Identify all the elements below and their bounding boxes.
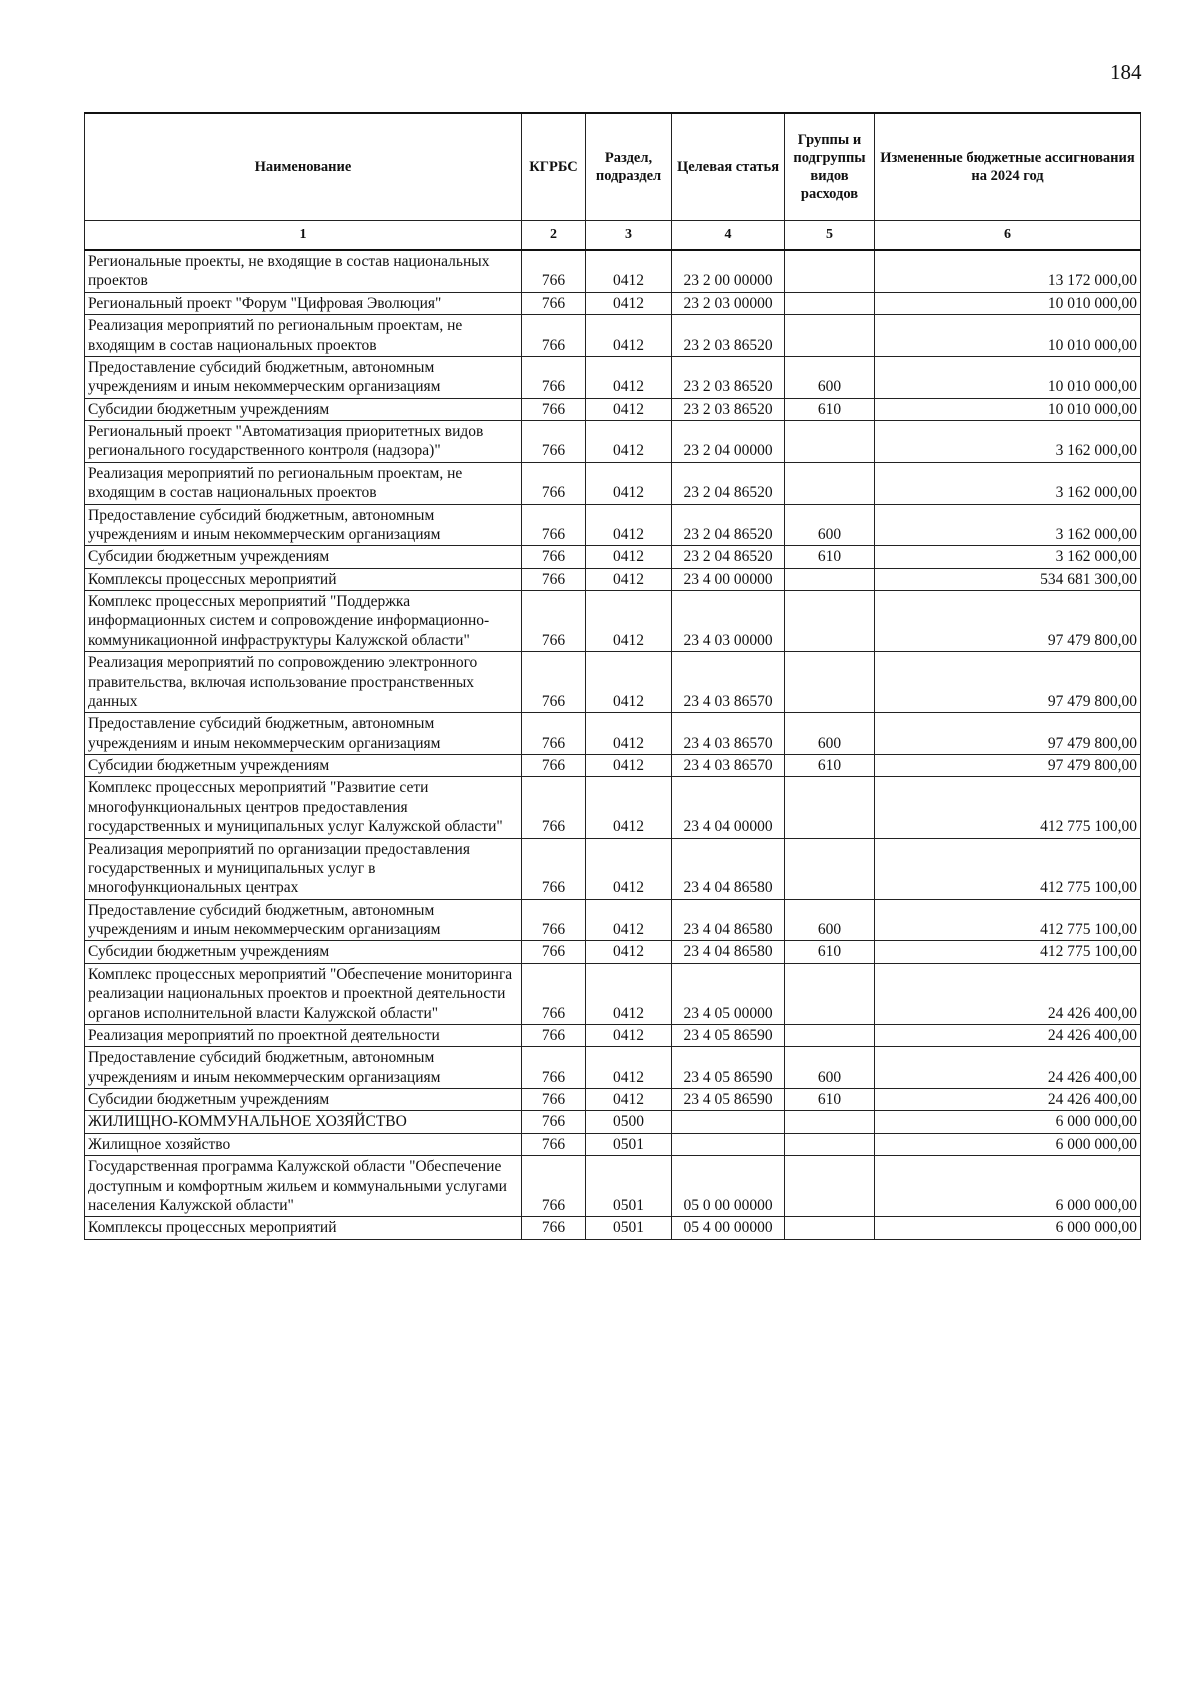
row-group: 610 — [785, 398, 875, 420]
row-section: 0501 — [586, 1133, 672, 1155]
table-row — [85, 1047, 1141, 1089]
row-target: 23 4 04 86580 — [672, 838, 785, 899]
row-target: 23 4 04 00000 — [672, 777, 785, 838]
row-group — [785, 777, 875, 838]
row-target: 23 2 04 00000 — [672, 421, 785, 463]
row-amount: 3 162 000,00 — [875, 504, 1141, 546]
row-target: 23 2 03 86520 — [672, 315, 785, 357]
row-group — [785, 1156, 875, 1217]
row-section: 0501 — [586, 1217, 672, 1239]
column-number: 6 — [875, 221, 1141, 251]
row-target — [672, 1111, 785, 1133]
row-target: 23 4 03 00000 — [672, 591, 785, 652]
row-section: 0412 — [586, 838, 672, 899]
row-group — [785, 250, 875, 292]
column-number-row — [85, 221, 1141, 251]
row-group: 600 — [785, 504, 875, 546]
header-kgrbs: КГРБС — [522, 113, 586, 221]
row-kgrbs: 766 — [522, 250, 586, 292]
header-target: Целевая статья — [672, 113, 785, 221]
row-group — [785, 421, 875, 463]
table-row — [85, 421, 1141, 463]
row-amount: 6 000 000,00 — [875, 1111, 1141, 1133]
row-name: Региональный проект "Форум "Цифровая Эволюция" — [85, 292, 522, 314]
row-target: 23 2 04 86520 — [672, 504, 785, 546]
row-kgrbs: 766 — [522, 755, 586, 777]
row-section: 0412 — [586, 941, 672, 963]
row-group — [785, 1217, 875, 1239]
row-section: 0412 — [586, 292, 672, 314]
row-amount: 24 426 400,00 — [875, 1047, 1141, 1089]
column-number: 4 — [672, 221, 785, 251]
row-target: 23 4 03 86570 — [672, 652, 785, 713]
row-name: Субсидии бюджетным учреждениям — [85, 398, 522, 420]
row-section: 0412 — [586, 315, 672, 357]
row-group: 610 — [785, 546, 875, 568]
row-group — [785, 462, 875, 504]
budget-table — [84, 112, 1141, 1240]
row-section: 0412 — [586, 713, 672, 755]
row-name: Субсидии бюджетным учреждениям — [85, 1089, 522, 1111]
row-group — [785, 838, 875, 899]
row-section: 0412 — [586, 899, 672, 941]
row-group: 610 — [785, 941, 875, 963]
row-target: 23 4 03 86570 — [672, 713, 785, 755]
table-row — [85, 1217, 1141, 1239]
row-kgrbs: 766 — [522, 398, 586, 420]
row-name: Реализация мероприятий по региональным проектам, не входящим в состав национальных проектов — [85, 462, 522, 504]
row-amount: 24 426 400,00 — [875, 963, 1141, 1024]
row-amount: 97 479 800,00 — [875, 591, 1141, 652]
row-kgrbs: 766 — [522, 568, 586, 590]
row-name: Комплексы процессных мероприятий — [85, 568, 522, 590]
row-group — [785, 1133, 875, 1155]
row-kgrbs: 766 — [522, 777, 586, 838]
row-section: 0412 — [586, 777, 672, 838]
table-row — [85, 1024, 1141, 1046]
row-amount: 412 775 100,00 — [875, 941, 1141, 963]
row-group: 600 — [785, 356, 875, 398]
table-row — [85, 292, 1141, 314]
table-row — [85, 398, 1141, 420]
row-kgrbs: 766 — [522, 421, 586, 463]
table-row — [85, 755, 1141, 777]
header-row — [85, 113, 1141, 221]
row-name: Региональные проекты, не входящие в состав национальных проектов — [85, 250, 522, 292]
row-amount: 10 010 000,00 — [875, 398, 1141, 420]
row-section: 0412 — [586, 652, 672, 713]
row-amount: 3 162 000,00 — [875, 462, 1141, 504]
row-kgrbs: 766 — [522, 838, 586, 899]
row-kgrbs: 766 — [522, 963, 586, 1024]
row-name: Реализация мероприятий по региональным проектам, не входящим в состав национальных проектов — [85, 315, 522, 357]
header-name: Наименование — [85, 113, 522, 221]
row-section: 0501 — [586, 1156, 672, 1217]
row-kgrbs: 766 — [522, 1089, 586, 1111]
row-group: 600 — [785, 1047, 875, 1089]
row-target: 23 2 03 00000 — [672, 292, 785, 314]
row-section: 0412 — [586, 398, 672, 420]
row-section: 0412 — [586, 755, 672, 777]
table-row — [85, 899, 1141, 941]
row-amount: 97 479 800,00 — [875, 713, 1141, 755]
row-target: 23 4 04 86580 — [672, 899, 785, 941]
row-name: Государственная программа Калужской области "Обеспечение доступным и комфортным жильем и коммунальными услугами населения Калужской области" — [85, 1156, 522, 1217]
row-amount: 10 010 000,00 — [875, 292, 1141, 314]
row-amount: 97 479 800,00 — [875, 652, 1141, 713]
row-amount: 24 426 400,00 — [875, 1089, 1141, 1111]
table-row — [85, 546, 1141, 568]
table-row — [85, 1111, 1141, 1133]
row-target: 23 2 00 00000 — [672, 250, 785, 292]
row-section: 0412 — [586, 591, 672, 652]
row-section: 0412 — [586, 1047, 672, 1089]
table-row — [85, 838, 1141, 899]
row-kgrbs: 766 — [522, 1024, 586, 1046]
row-name: Комплекс процессных мероприятий "Обеспечение мониторинга реализации национальных проектов и проектной деятельности органов исполнительной власти Калужской области" — [85, 963, 522, 1024]
row-kgrbs: 766 — [522, 652, 586, 713]
table-row — [85, 504, 1141, 546]
row-group — [785, 963, 875, 1024]
row-target: 23 4 03 86570 — [672, 755, 785, 777]
table-row — [85, 1156, 1141, 1217]
page-number: 184 — [1110, 60, 1142, 84]
row-group — [785, 1024, 875, 1046]
row-kgrbs: 766 — [522, 1156, 586, 1217]
row-kgrbs: 766 — [522, 292, 586, 314]
row-section: 0412 — [586, 504, 672, 546]
row-name: Субсидии бюджетным учреждениям — [85, 941, 522, 963]
table-row — [85, 1133, 1141, 1155]
row-amount: 3 162 000,00 — [875, 421, 1141, 463]
row-amount: 6 000 000,00 — [875, 1133, 1141, 1155]
row-name: Комплекс процессных мероприятий "Развитие сети многофункциональных центров предоставления государственных и муниципальных услуг Калужской области" — [85, 777, 522, 838]
table-row — [85, 315, 1141, 357]
row-section: 0412 — [586, 1024, 672, 1046]
row-amount: 10 010 000,00 — [875, 356, 1141, 398]
row-group — [785, 591, 875, 652]
row-name: Предоставление субсидий бюджетным, автономным учреждениям и иным некоммерческим организациям — [85, 504, 522, 546]
row-target: 23 4 05 00000 — [672, 963, 785, 1024]
table-body — [85, 250, 1141, 1239]
row-target: 05 0 00 00000 — [672, 1156, 785, 1217]
row-target: 23 4 00 00000 — [672, 568, 785, 590]
row-target: 23 2 04 86520 — [672, 546, 785, 568]
column-number: 3 — [586, 221, 672, 251]
row-name: Субсидии бюджетным учреждениям — [85, 755, 522, 777]
row-name: Региональный проект "Автоматизация приоритетных видов регионального государственного контроля (надзора)" — [85, 421, 522, 463]
row-target: 23 4 05 86590 — [672, 1047, 785, 1089]
row-name: Реализация мероприятий по проектной деятельности — [85, 1024, 522, 1046]
column-number: 1 — [85, 221, 522, 251]
row-amount: 13 172 000,00 — [875, 250, 1141, 292]
row-kgrbs: 766 — [522, 504, 586, 546]
row-name: Предоставление субсидий бюджетным, автономным учреждениям и иным некоммерческим организациям — [85, 1047, 522, 1089]
row-section: 0412 — [586, 462, 672, 504]
row-section: 0412 — [586, 1089, 672, 1111]
row-kgrbs: 766 — [522, 1217, 586, 1239]
row-kgrbs: 766 — [522, 356, 586, 398]
row-kgrbs: 766 — [522, 315, 586, 357]
row-target — [672, 1133, 785, 1155]
row-section: 0412 — [586, 250, 672, 292]
row-amount: 24 426 400,00 — [875, 1024, 1141, 1046]
table-row — [85, 462, 1141, 504]
row-amount: 6 000 000,00 — [875, 1217, 1141, 1239]
row-amount: 6 000 000,00 — [875, 1156, 1141, 1217]
table-row — [85, 713, 1141, 755]
row-group — [785, 568, 875, 590]
row-group — [785, 1111, 875, 1133]
row-section: 0412 — [586, 963, 672, 1024]
row-section: 0412 — [586, 546, 672, 568]
table-row — [85, 941, 1141, 963]
column-number: 5 — [785, 221, 875, 251]
row-kgrbs: 766 — [522, 1133, 586, 1155]
row-target: 23 2 03 86520 — [672, 398, 785, 420]
row-target: 23 2 03 86520 — [672, 356, 785, 398]
row-amount: 412 775 100,00 — [875, 777, 1141, 838]
row-group: 610 — [785, 1089, 875, 1111]
row-target: 23 4 04 86580 — [672, 941, 785, 963]
row-amount: 412 775 100,00 — [875, 838, 1141, 899]
table-row — [85, 777, 1141, 838]
row-name: Предоставление субсидий бюджетным, автономным учреждениям и иным некоммерческим организациям — [85, 356, 522, 398]
row-section: 0500 — [586, 1111, 672, 1133]
row-kgrbs: 766 — [522, 713, 586, 755]
row-name: Комплексы процессных мероприятий — [85, 1217, 522, 1239]
row-group: 600 — [785, 713, 875, 755]
row-target: 05 4 00 00000 — [672, 1217, 785, 1239]
row-kgrbs: 766 — [522, 1047, 586, 1089]
header-groups: Группы и подгруппы видов расходов — [785, 113, 875, 221]
row-kgrbs: 766 — [522, 1111, 586, 1133]
header-section: Раздел, подраздел — [586, 113, 672, 221]
column-number: 2 — [522, 221, 586, 251]
table-row — [85, 652, 1141, 713]
row-amount: 3 162 000,00 — [875, 546, 1141, 568]
row-kgrbs: 766 — [522, 899, 586, 941]
row-name: ЖИЛИЩНО-КОММУНАЛЬНОЕ ХОЗЯЙСТВО — [85, 1111, 522, 1133]
table-row — [85, 356, 1141, 398]
row-kgrbs: 766 — [522, 462, 586, 504]
row-name: Субсидии бюджетным учреждениям — [85, 546, 522, 568]
table-row — [85, 250, 1141, 292]
table-row — [85, 1089, 1141, 1111]
row-group — [785, 652, 875, 713]
row-name: Предоставление субсидий бюджетным, автономным учреждениям и иным некоммерческим организациям — [85, 899, 522, 941]
row-amount: 10 010 000,00 — [875, 315, 1141, 357]
row-section: 0412 — [586, 356, 672, 398]
row-target: 23 4 05 86590 — [672, 1024, 785, 1046]
row-kgrbs: 766 — [522, 591, 586, 652]
row-amount: 97 479 800,00 — [875, 755, 1141, 777]
row-section: 0412 — [586, 568, 672, 590]
row-name: Комплекс процессных мероприятий "Поддержка информационных систем и сопровождение информационно-коммуникационной инфраструктуры Калужской области" — [85, 591, 522, 652]
table-row — [85, 963, 1141, 1024]
row-amount: 412 775 100,00 — [875, 899, 1141, 941]
row-name: Реализация мероприятий по сопровождению электронного правительства, включая использование пространственных данных — [85, 652, 522, 713]
row-name: Реализация мероприятий по организации предоставления государственных и муниципальных услуг в многофункциональных центрах — [85, 838, 522, 899]
table-row — [85, 591, 1141, 652]
row-group: 600 — [785, 899, 875, 941]
row-target: 23 4 05 86590 — [672, 1089, 785, 1111]
row-kgrbs: 766 — [522, 941, 586, 963]
row-target: 23 2 04 86520 — [672, 462, 785, 504]
row-section: 0412 — [586, 421, 672, 463]
row-group: 610 — [785, 755, 875, 777]
row-amount: 534 681 300,00 — [875, 568, 1141, 590]
row-kgrbs: 766 — [522, 546, 586, 568]
table-row — [85, 568, 1141, 590]
row-name: Жилищное хозяйство — [85, 1133, 522, 1155]
row-group — [785, 292, 875, 314]
row-name: Предоставление субсидий бюджетным, автономным учреждениям и иным некоммерческим организациям — [85, 713, 522, 755]
row-group — [785, 315, 875, 357]
header-amount: Измененные бюджетные ассигнования на 2024 год — [875, 113, 1141, 221]
